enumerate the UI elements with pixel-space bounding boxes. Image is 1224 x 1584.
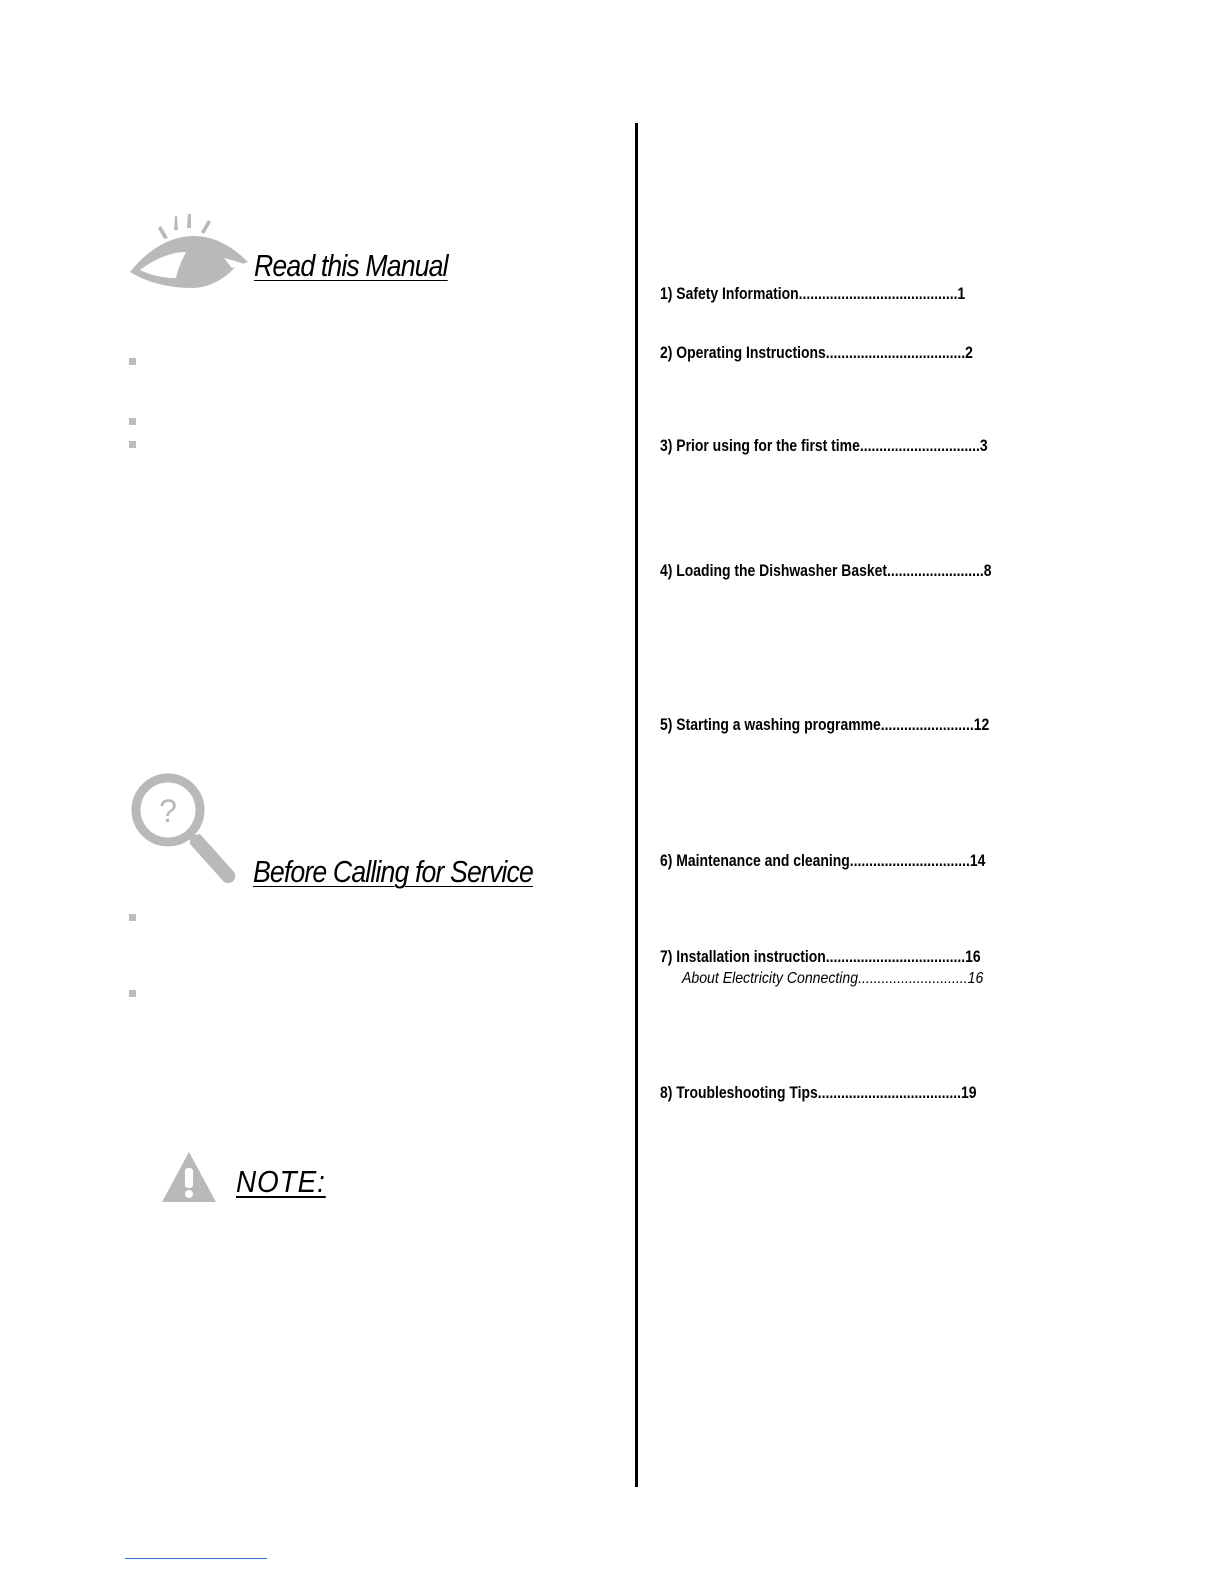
eye-icon bbox=[128, 212, 250, 292]
toc-item-maintenance-cleaning[interactable]: 6) Maintenance and cleaning...............................14 bbox=[660, 851, 986, 870]
toc-item-prior-using[interactable]: 3) Prior using for the first time...............................3 bbox=[660, 436, 988, 455]
before-service-heading: Before Calling for Service bbox=[253, 854, 533, 889]
read-manual-heading: Read this Manual bbox=[254, 248, 448, 283]
toc-item-safety-information[interactable]: 1) Safety Information.........................................1 bbox=[660, 284, 966, 303]
magnifier-question-icon bbox=[130, 772, 240, 890]
svg-text:?: ? bbox=[159, 793, 177, 829]
note-heading: NOTE: bbox=[236, 1164, 326, 1199]
toc-item-operating-instructions[interactable]: 2) Operating Instructions....................................2 bbox=[660, 343, 973, 362]
footer-link-underline[interactable] bbox=[125, 1558, 267, 1559]
bullet bbox=[129, 358, 136, 365]
warning-triangle-icon bbox=[160, 1150, 218, 1204]
bullet bbox=[129, 914, 136, 921]
toc-item-starting-programme[interactable]: 5) Starting a washing programme........................12 bbox=[660, 715, 990, 734]
bullet bbox=[129, 990, 136, 997]
toc-item-troubleshooting-tips[interactable]: 8) Troubleshooting Tips.....................................19 bbox=[660, 1083, 977, 1102]
column-divider bbox=[635, 123, 638, 1487]
toc-item-installation-instruction[interactable]: 7) Installation instruction....................................16 bbox=[660, 947, 981, 966]
toc-item-loading-basket[interactable]: 4) Loading the Dishwasher Basket.........................8 bbox=[660, 561, 992, 580]
bullet bbox=[129, 418, 136, 425]
bullet bbox=[129, 441, 136, 448]
toc-subitem-electricity-connecting[interactable]: About Electricity Connecting............................16 bbox=[682, 970, 984, 987]
